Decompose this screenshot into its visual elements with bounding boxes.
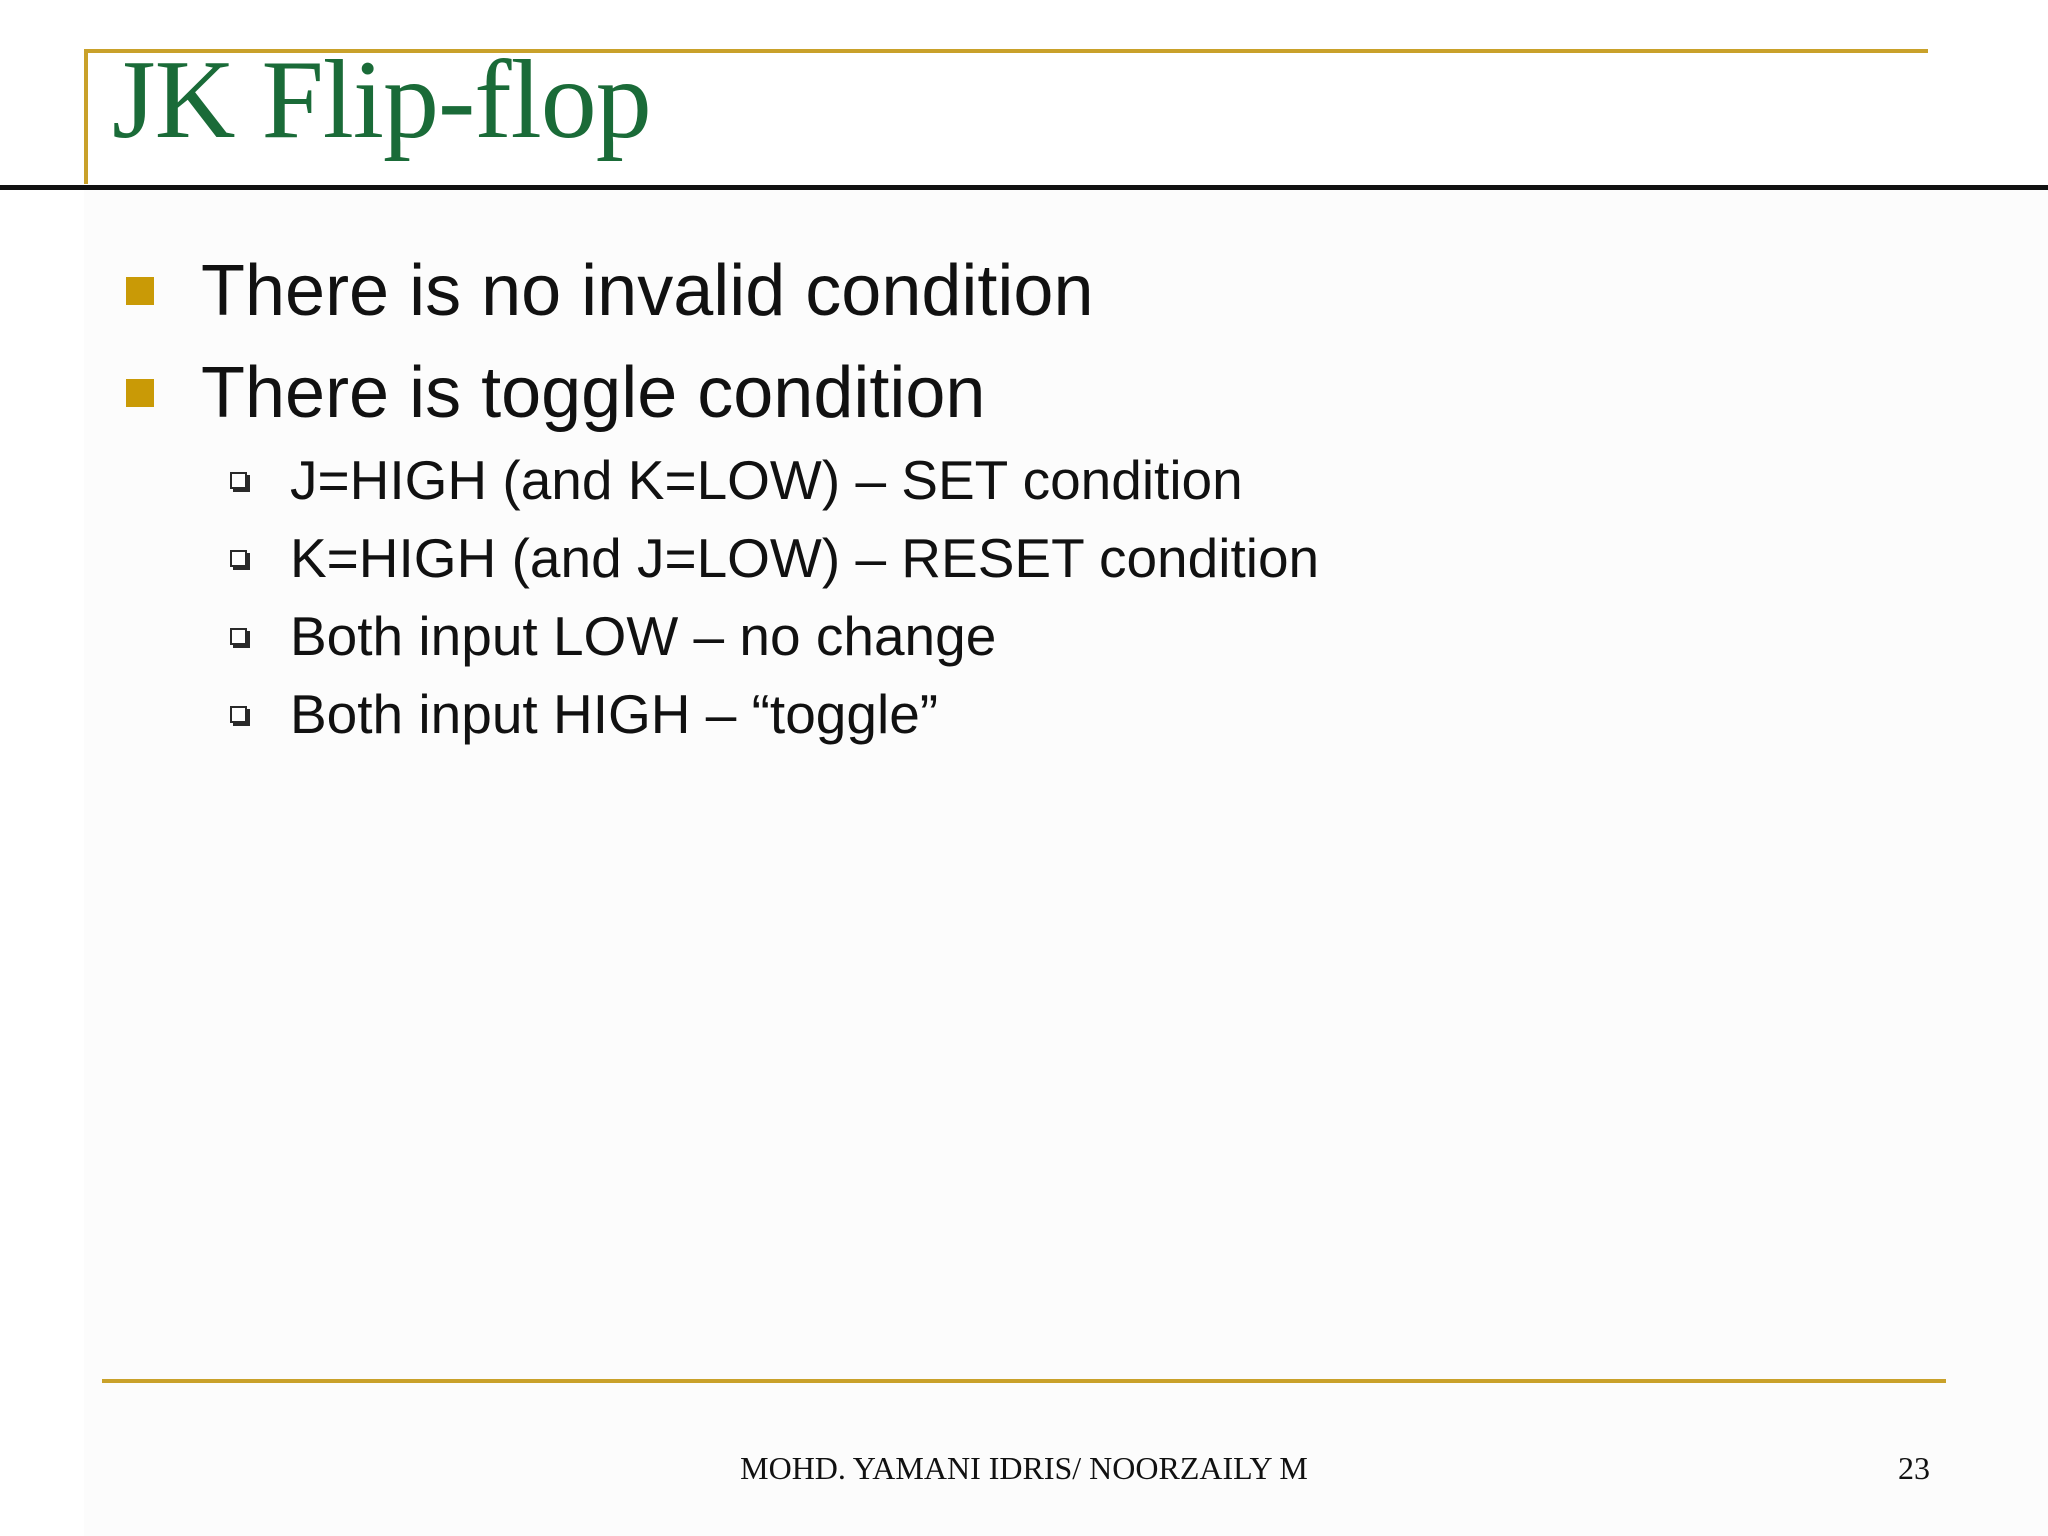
footer-divider [102,1379,1946,1383]
bullet-text: There is toggle condition [201,353,986,433]
filled-square-bullet-icon [126,277,154,305]
hollow-square-bullet-icon [230,550,247,567]
filled-square-bullet-icon [126,379,154,407]
footer-author: MOHD. YAMANI IDRIS/ NOORZAILY M [740,1450,1308,1486]
page-number: 23 [1898,1450,1930,1486]
slide-title: JK Flip-flop [112,38,651,162]
sub-bullet-text: Both input HIGH – “toggle” [290,683,939,745]
hollow-square-bullet-icon [230,628,247,645]
hollow-square-bullet-icon [230,472,247,489]
sub-bullet-text: J=HIGH (and K=LOW) – SET condition [290,449,1243,511]
sub-bullet-text: Both input LOW – no change [290,605,997,667]
hollow-square-bullet-icon [230,706,247,723]
bullet-text: There is no invalid condition [201,251,1094,331]
sub-bullet-text: K=HIGH (and J=LOW) – RESET condition [290,527,1320,589]
